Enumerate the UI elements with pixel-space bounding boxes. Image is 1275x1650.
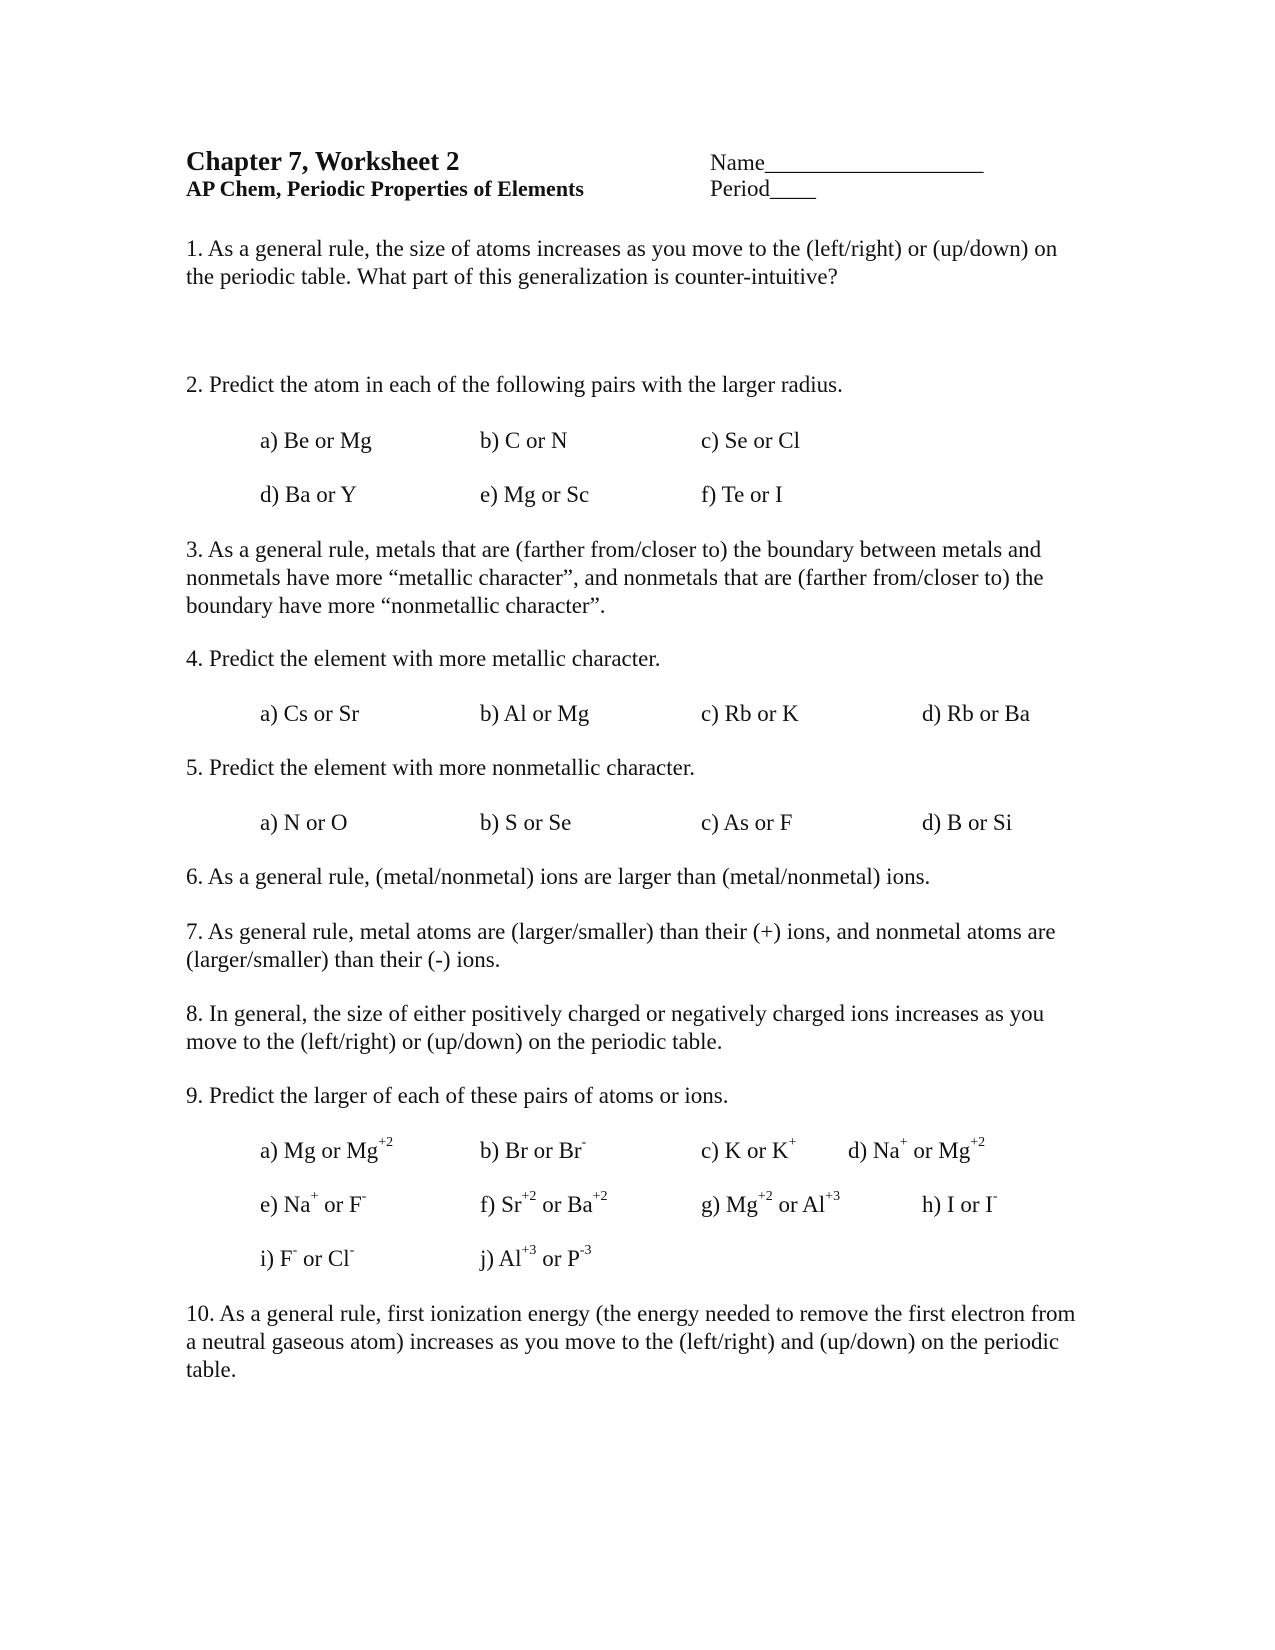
choice-9f: f) $Sr^{+2}$ or $Ba^{+2}$ <box>480 1189 608 1217</box>
choice-9b: b) Br or Br- <box>480 1135 587 1163</box>
choice-2f: f) Te or I <box>701 482 783 507</box>
choice-4c: c) Rb or K <box>701 701 799 726</box>
question-3: 3. As a general rule, metals that are (farther from/closer to) the boundary between metals and nonmetals have more “metallic character”, and nonmetals that are (farther from/closer to) the boundary have more “nonmetallic character”. <box>186 537 1044 618</box>
question-10: 10. As a general rule, first ionization energy (the energy needed to remove the first electron from a neutral gaseous atom) increases as you move to the (left/right) and (up/down) on the periodic table. <box>186 1301 1076 1382</box>
question-6: 6. As a general rule, (metal/nonmetal) ions are larger than (metal/nonmetal) ions. <box>186 864 931 889</box>
choice-9a: a) Mg or $Mg^{+2}$ <box>260 1135 394 1163</box>
worksheet-subtitle: AP Chem, Periodic Properties of Elements <box>186 176 584 201</box>
choice-5d: d) B or Si <box>922 810 1013 835</box>
choice-2c: c) Se or Cl <box>701 428 801 453</box>
choice-9c: c) K or K+ <box>701 1135 797 1163</box>
choice-9h: h) I or I- <box>922 1189 998 1217</box>
choice-4d: d) Rb or Ba <box>922 701 1030 726</box>
choice-5c: c) As or F <box>701 810 793 835</box>
question-2: 2. Predict the atom in each of the following pairs with the larger radius. <box>186 372 843 397</box>
choice-4a: a) Cs or Sr <box>260 701 360 726</box>
question-8: 8. In general, the size of either positively charged or negatively charged ions increases as you move to the (left/right) or (up/down) on the periodic table. <box>186 1001 1045 1054</box>
name-field-label: Name___________________ <box>710 150 984 175</box>
question-4: 4. Predict the element with more metallic character. <box>186 646 661 671</box>
choice-2b: b) C or N <box>480 428 568 453</box>
choice-9j: j) $Al^{+3}$ or $P^{-3}$ <box>480 1243 592 1271</box>
choice-9d: d) Na+ or $Mg^{+2}$ <box>848 1135 986 1163</box>
question-9: 9. Predict the larger of each of these pairs of atoms or ions. <box>186 1083 729 1108</box>
choice-5b: b) S or Se <box>480 810 572 835</box>
question-1: 1. As a general rule, the size of atoms increases as you move to the (left/right) or (up/down) on the periodic table. What part of this generalization is counter-intuitive? <box>186 236 1058 289</box>
choice-2a: a) Be or Mg <box>260 428 372 453</box>
choice-9g: g) $Mg^{+2}$ or $Al^{+3}$ <box>701 1189 841 1217</box>
period-field-label: Period____ <box>710 176 817 201</box>
question-5: 5. Predict the element with more nonmetallic character. <box>186 755 695 780</box>
choice-9i: i) F- or Cl- <box>260 1243 355 1271</box>
worksheet-header <box>186 146 1066 206</box>
choice-2e: e) Mg or Sc <box>480 482 590 507</box>
choice-9e: e) Na+ or F- <box>260 1189 367 1217</box>
choice-2d: d) Ba or Y <box>260 482 357 507</box>
worksheet-title: Chapter 7, Worksheet 2 <box>186 146 460 176</box>
choice-4b: b) Al or Mg <box>480 701 590 726</box>
choice-5a: a) N or O <box>260 810 348 835</box>
question-7: 7. As general rule, metal atoms are (larger/smaller) than their (+) ions, and nonmetal atoms are (larger/smaller) than their (-) ions. <box>186 919 1056 972</box>
